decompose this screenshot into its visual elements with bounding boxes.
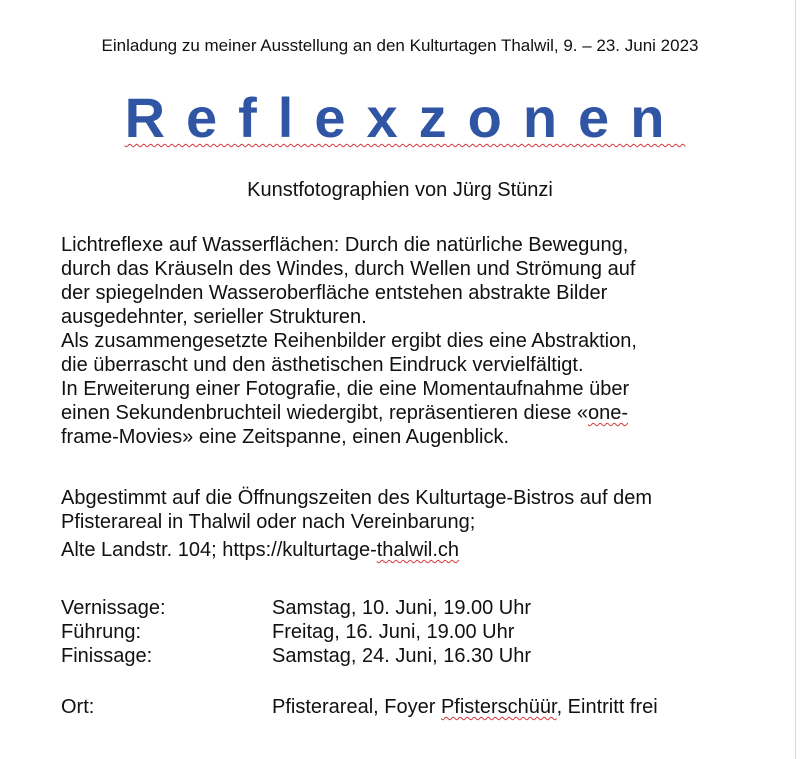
text-segment: , Eintritt frei [556,696,658,718]
title-text: Reflexzonen [124,86,686,149]
text-segment: Alte Landstr. 104; https://kulturtage- [61,539,377,561]
description-paragraph [61,233,637,449]
schedule-row [61,596,531,620]
opening-hours-paragraph [61,486,652,562]
text-line: durch das Kräuseln des Windes, durch Wellen und Strömung auf [61,258,636,280]
spellcheck-word: one- [588,402,629,424]
schedule-row [61,695,658,719]
schedule-value: Samstag, 24. Juni, 16.30 Uhr [272,645,532,667]
text-line: die überrascht und den ästhetischen Eindruck vervielfältigt. [61,354,584,376]
text-line: Abgestimmt auf die Öffnungszeiten des Kulturtage-Bistros auf dem [61,487,653,509]
text-line [61,401,637,425]
text-line: ausgedehnter, serieller Strukturen. [61,306,367,328]
location-value [272,695,658,719]
text-line: Pfisterareal in Thalwil oder nach Vereinbarung; [61,511,476,533]
schedule-label: Vernissage: [61,597,166,619]
address-line [61,538,652,562]
text-line: In Erweiterung einer Fotografie, die eine Momentaufnahme über [61,378,630,400]
venue-name: Pfisterschüür [440,696,557,718]
text-line: Lichtreflexe auf Wasserflächen: Durch die natürliche Bewegung, [61,234,629,256]
location-label: Ort: [61,696,95,718]
schedule-value: Freitag, 16. Juni, 19.00 Uhr [272,621,515,643]
schedule-value: Samstag, 10. Juni, 19.00 Uhr [272,597,532,619]
text-segment: Pfisterareal, Foyer [272,696,441,718]
schedule-label: Führung: [61,621,142,643]
text-line: der spiegelnden Wasseroberfläche entstehen abstrakte Bilder [61,282,608,304]
text-line: Als zusammengesetzte Reihenbilder ergibt dies eine Abstraktion, [61,330,637,352]
event-schedule [61,596,531,668]
schedule-row [61,644,531,668]
schedule-row [61,620,531,644]
text-line: frame-Movies» eine Zeitspanne, einen Augenblick. [61,426,510,448]
location-row [61,695,658,719]
website-link[interactable]: thalwil.ch [376,539,460,561]
exhibition-title [0,82,800,154]
text-segment: einen Sekundenbruchteil wiedergibt, repräsentieren diese « [61,402,589,424]
subtitle: Kunstfotographien von Jürg Stünzi [247,179,553,201]
invitation-line: Einladung zu meiner Ausstellung an den Kulturtagen Thalwil, 9. – 23. Juni 2023 [101,36,699,55]
schedule-label: Finissage: [61,645,153,667]
